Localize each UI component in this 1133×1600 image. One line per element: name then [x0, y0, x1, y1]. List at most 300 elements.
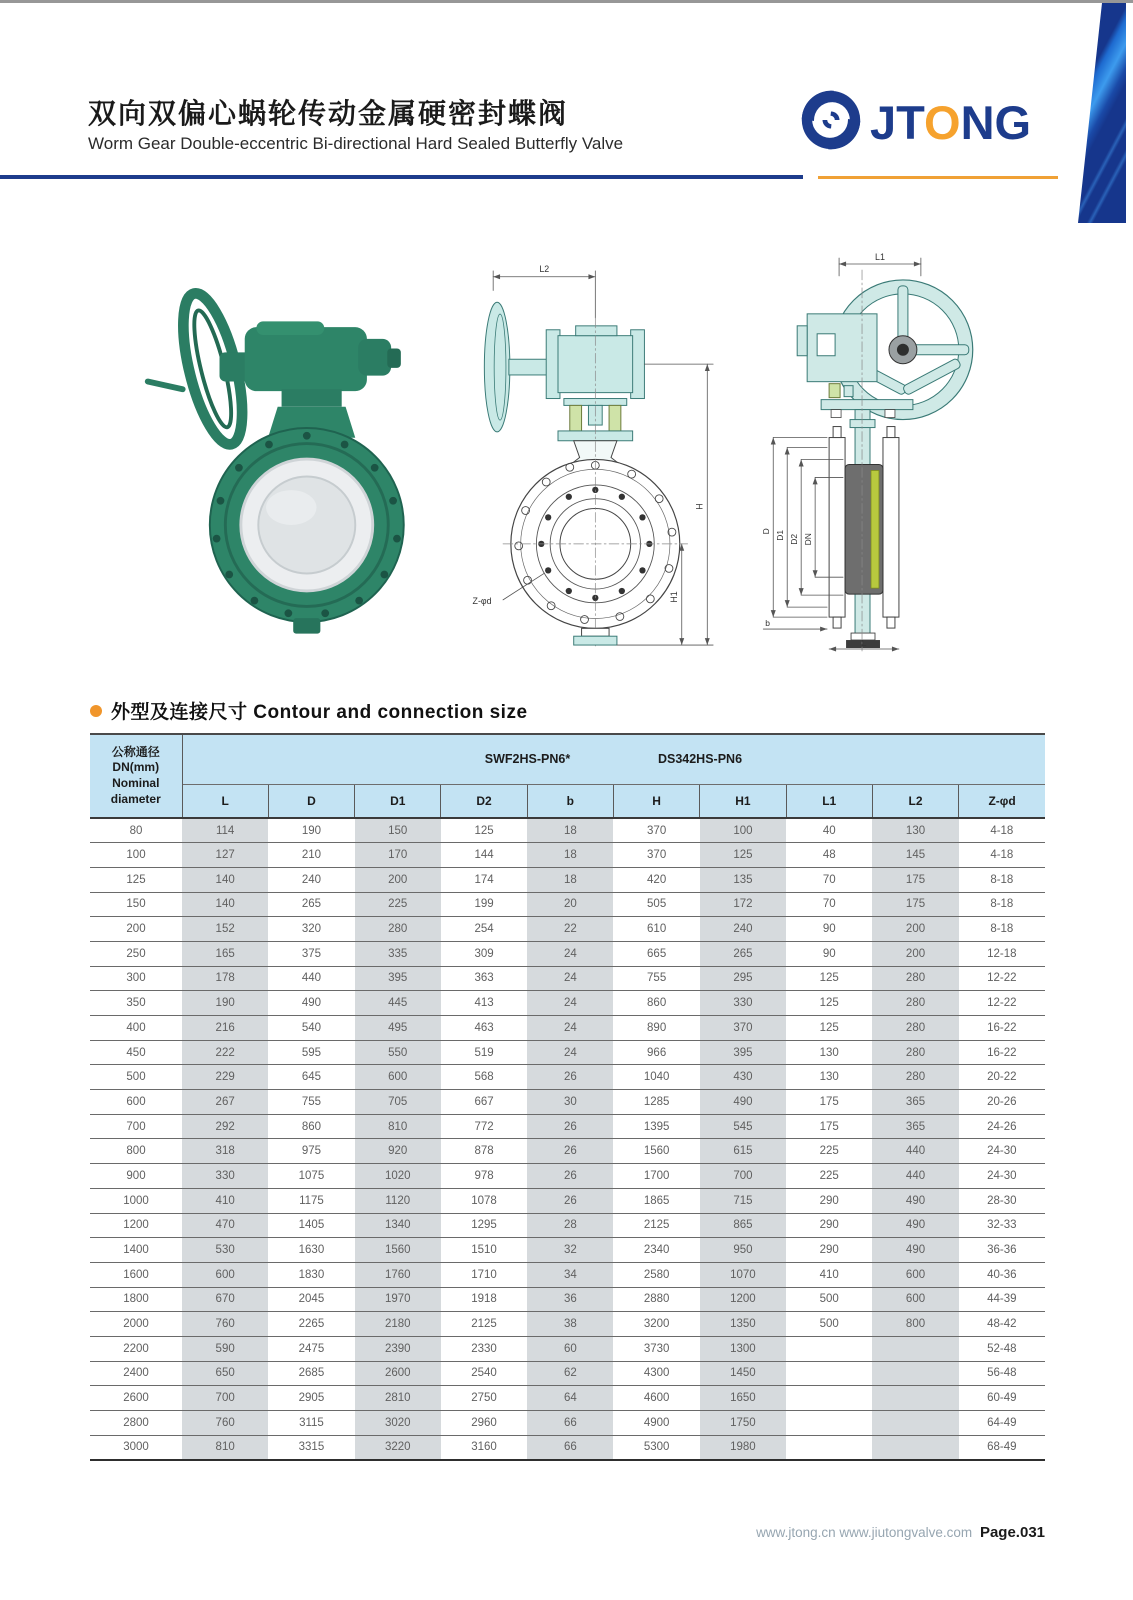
table-cell: 175	[872, 867, 958, 892]
table-cell: 490	[700, 1090, 786, 1115]
table-cell	[786, 1386, 872, 1411]
logo-letters-jt: JT	[870, 95, 924, 149]
table-cell: 114	[182, 818, 268, 843]
side-view-drawing	[742, 250, 1004, 659]
header-divider-orange	[818, 176, 1058, 179]
table-cell: 1560	[355, 1238, 441, 1263]
table-cell: 2580	[613, 1262, 699, 1287]
table-row	[90, 1262, 1045, 1287]
table-cell: 3115	[268, 1411, 354, 1436]
table-cell: 125	[786, 991, 872, 1016]
table-cell: 190	[182, 991, 268, 1016]
table-row	[90, 1386, 1045, 1411]
table-cell: 80	[90, 818, 182, 843]
table-cell: 810	[355, 1114, 441, 1139]
table-cell: 1078	[441, 1188, 527, 1213]
table-cell: 1400	[90, 1238, 182, 1263]
table-cell: 3000	[90, 1435, 182, 1460]
table-cell: 26	[527, 1065, 613, 1090]
table-cell: 145	[872, 843, 958, 868]
table-cell: 430	[700, 1065, 786, 1090]
table-cell: 610	[613, 917, 699, 942]
table-cell: 20	[527, 892, 613, 917]
table-cell: 363	[441, 966, 527, 991]
table-cell: 670	[182, 1287, 268, 1312]
table-cell: 890	[613, 1016, 699, 1041]
table-cell: 2475	[268, 1336, 354, 1361]
table-cell: 470	[182, 1213, 268, 1238]
table-cell: 966	[613, 1040, 699, 1065]
table-cell: 810	[182, 1435, 268, 1460]
table-cell: 130	[872, 818, 958, 843]
dim-label-l1: L1	[874, 251, 885, 262]
logo-letter-o: O	[924, 95, 961, 149]
table-cell: 3200	[613, 1312, 699, 1337]
table-cell: 24-26	[959, 1114, 1045, 1139]
table-cell: 519	[441, 1040, 527, 1065]
table-cell: 16-22	[959, 1016, 1045, 1041]
table-cell: 540	[268, 1016, 354, 1041]
table-cell: 265	[268, 892, 354, 917]
table-cell: 2960	[441, 1411, 527, 1436]
table-cell: 490	[872, 1188, 958, 1213]
table-cell: 8-18	[959, 892, 1045, 917]
table-cell: 40-36	[959, 1262, 1045, 1287]
brand-logo	[798, 82, 1068, 162]
table-cell: 18	[527, 818, 613, 843]
table-row	[90, 1287, 1045, 1312]
page-footer	[756, 1524, 1045, 1541]
table-cell: 330	[182, 1164, 268, 1189]
table-cell: 1120	[355, 1188, 441, 1213]
dim-label-d2: D2	[789, 533, 800, 545]
table-cell: 755	[268, 1090, 354, 1115]
table-cell: 48-42	[959, 1312, 1045, 1337]
table-cell: 290	[786, 1238, 872, 1263]
table-cell: 36-36	[959, 1238, 1045, 1263]
table-cell: 56-48	[959, 1361, 1045, 1386]
table-cell: 595	[268, 1040, 354, 1065]
table-cell: 130	[786, 1065, 872, 1090]
table-cell: 190	[268, 818, 354, 843]
section-heading	[90, 697, 528, 724]
table-cell: 2045	[268, 1287, 354, 1312]
table-cell: 772	[441, 1114, 527, 1139]
table-cell: 1000	[90, 1188, 182, 1213]
table-cell: 1700	[613, 1164, 699, 1189]
column-header-row	[90, 784, 1045, 818]
table-cell	[786, 1411, 872, 1436]
table-cell: 40	[786, 818, 872, 843]
table-cell: 175	[786, 1114, 872, 1139]
table-row	[90, 1435, 1045, 1460]
table-cell: 1175	[268, 1188, 354, 1213]
table-cell: 1630	[268, 1238, 354, 1263]
table-cell: 2600	[90, 1386, 182, 1411]
table-cell: 24	[527, 1016, 613, 1041]
table-cell: 125	[700, 843, 786, 868]
table-cell: 229	[182, 1065, 268, 1090]
table-cell: 2000	[90, 1312, 182, 1337]
section-title: 外型及连接尺寸 Contour and connection size	[111, 702, 528, 723]
table-cell: 12-18	[959, 941, 1045, 966]
table-cell: 760	[182, 1411, 268, 1436]
table-cell: 410	[786, 1262, 872, 1287]
bullet-icon	[90, 705, 102, 717]
table-row	[90, 1411, 1045, 1436]
table-cell: 66	[527, 1435, 613, 1460]
table-cell: 26	[527, 1139, 613, 1164]
table-cell: 370	[700, 1016, 786, 1041]
table-cell: 2400	[90, 1361, 182, 1386]
table-body	[90, 818, 1045, 1460]
table-row	[90, 1188, 1045, 1213]
table-cell: 463	[441, 1016, 527, 1041]
table-cell: 100	[90, 843, 182, 868]
table-cell: 2200	[90, 1336, 182, 1361]
table-cell: 978	[441, 1164, 527, 1189]
table-cell	[872, 1361, 958, 1386]
table-cell: 36	[527, 1287, 613, 1312]
table-cell: 130	[786, 1040, 872, 1065]
front-view-drawing	[448, 258, 723, 657]
table-cell: 4900	[613, 1411, 699, 1436]
table-cell: 1710	[441, 1262, 527, 1287]
table-cell: 878	[441, 1139, 527, 1164]
table-cell: 335	[355, 941, 441, 966]
table-cell: 172	[700, 892, 786, 917]
table-cell: 24	[527, 991, 613, 1016]
table-cell: 26	[527, 1188, 613, 1213]
table-row	[90, 941, 1045, 966]
table-cell	[872, 1435, 958, 1460]
table-cell: 1560	[613, 1139, 699, 1164]
table-cell: 64-49	[959, 1411, 1045, 1436]
corner-header-line: 公称通径	[111, 744, 160, 759]
page-number: Page.031	[979, 1524, 1045, 1541]
valve-photo	[140, 275, 460, 652]
dim-label-h: H	[694, 503, 705, 510]
table-cell: 125	[786, 1016, 872, 1041]
table-cell: 2800	[90, 1411, 182, 1436]
table-cell: 365	[872, 1114, 958, 1139]
table-cell: 490	[268, 991, 354, 1016]
table-cell: 125	[441, 818, 527, 843]
table-cell: 290	[786, 1188, 872, 1213]
table-cell: 800	[872, 1312, 958, 1337]
table-cell: 1350	[700, 1312, 786, 1337]
table-cell: 3730	[613, 1336, 699, 1361]
table-cell: 755	[613, 966, 699, 991]
table-cell: 3020	[355, 1411, 441, 1436]
table-cell: 700	[700, 1164, 786, 1189]
table-cell: 38	[527, 1312, 613, 1337]
table-cell: 413	[441, 991, 527, 1016]
table-cell: 375	[268, 941, 354, 966]
table-cell	[786, 1336, 872, 1361]
table-cell: 550	[355, 1040, 441, 1065]
table-cell: 1300	[700, 1336, 786, 1361]
table-cell: 24-30	[959, 1139, 1045, 1164]
table-cell: 32	[527, 1238, 613, 1263]
table-cell: 445	[355, 991, 441, 1016]
table-cell: 440	[268, 966, 354, 991]
table-cell: 350	[90, 991, 182, 1016]
table-cell: 12-22	[959, 991, 1045, 1016]
table-row	[90, 892, 1045, 917]
table-cell: 199	[441, 892, 527, 917]
table-cell: 280	[872, 991, 958, 1016]
table-cell: 30	[527, 1090, 613, 1115]
table-cell: 28	[527, 1213, 613, 1238]
table-cell: 4600	[613, 1386, 699, 1411]
table-cell: 175	[786, 1090, 872, 1115]
table-cell: 2600	[355, 1361, 441, 1386]
table-row	[90, 1312, 1045, 1337]
dim-label-l2: L2	[539, 263, 550, 274]
table-cell: 4-18	[959, 843, 1045, 868]
column-header: D	[268, 784, 354, 818]
table-cell: 500	[786, 1312, 872, 1337]
dim-label-d1: D1	[775, 529, 786, 541]
table-cell: 2340	[613, 1238, 699, 1263]
table-cell: 2540	[441, 1361, 527, 1386]
table-cell: 250	[90, 941, 182, 966]
table-cell: 505	[613, 892, 699, 917]
table-cell: 2750	[441, 1386, 527, 1411]
table-cell	[786, 1361, 872, 1386]
table-row	[90, 1213, 1045, 1238]
table-cell: 330	[700, 991, 786, 1016]
table-cell: 900	[90, 1164, 182, 1189]
table-cell: 410	[182, 1188, 268, 1213]
table-cell: 2265	[268, 1312, 354, 1337]
table-cell: 1040	[613, 1065, 699, 1090]
table-cell: 600	[872, 1262, 958, 1287]
table-cell: 1075	[268, 1164, 354, 1189]
table-cell: 20-22	[959, 1065, 1045, 1090]
table-cell: 48	[786, 843, 872, 868]
table-cell: 1020	[355, 1164, 441, 1189]
table-cell: 4300	[613, 1361, 699, 1386]
table-cell: 865	[700, 1213, 786, 1238]
table-cell: 800	[90, 1139, 182, 1164]
logo-wordmark	[870, 95, 1032, 149]
table-cell: 715	[700, 1188, 786, 1213]
table-cell: 1070	[700, 1262, 786, 1287]
table-cell: 545	[700, 1114, 786, 1139]
footer-url-jtong: www.jtong.cn	[756, 1525, 836, 1540]
table-row	[90, 1114, 1045, 1139]
table-cell: 1970	[355, 1287, 441, 1312]
table-row	[90, 917, 1045, 942]
table-cell: 1980	[700, 1435, 786, 1460]
table-cell: 200	[355, 867, 441, 892]
table-cell: 225	[786, 1164, 872, 1189]
table-cell: 240	[700, 917, 786, 942]
table-row	[90, 1065, 1045, 1090]
table-cell: 1340	[355, 1213, 441, 1238]
table-cell: 365	[872, 1090, 958, 1115]
table-cell: 1760	[355, 1262, 441, 1287]
table-row	[90, 991, 1045, 1016]
table-cell: 1830	[268, 1262, 354, 1287]
dim-label-b: b	[765, 618, 770, 629]
table-cell: 600	[355, 1065, 441, 1090]
table-cell: 3160	[441, 1435, 527, 1460]
table-cell: 395	[355, 966, 441, 991]
table-cell: 495	[355, 1016, 441, 1041]
dim-label-h1: H1	[668, 591, 679, 603]
table-cell: 216	[182, 1016, 268, 1041]
table-cell: 450	[90, 1040, 182, 1065]
table-cell: 125	[90, 867, 182, 892]
table-cell: 178	[182, 966, 268, 991]
table-cell: 240	[268, 867, 354, 892]
table-cell: 280	[872, 966, 958, 991]
table-cell: 26	[527, 1164, 613, 1189]
table-cell: 52-48	[959, 1336, 1045, 1361]
table-cell: 62	[527, 1361, 613, 1386]
table-cell: 2125	[441, 1312, 527, 1337]
table-cell: 24	[527, 1040, 613, 1065]
table-cell: 700	[90, 1114, 182, 1139]
table-cell: 420	[613, 867, 699, 892]
table-cell: 320	[268, 917, 354, 942]
table-cell: 200	[872, 917, 958, 942]
model-name-ds342hs: DS342HS-PN6	[657, 752, 743, 767]
table-cell: 1295	[441, 1213, 527, 1238]
table-cell: 24-30	[959, 1164, 1045, 1189]
table-cell: 16-22	[959, 1040, 1045, 1065]
table-cell: 2330	[441, 1336, 527, 1361]
table-cell: 2905	[268, 1386, 354, 1411]
table-cell: 225	[786, 1139, 872, 1164]
table-cell: 1800	[90, 1287, 182, 1312]
table-cell: 2685	[268, 1361, 354, 1386]
table-cell: 290	[786, 1213, 872, 1238]
table-cell: 100	[700, 818, 786, 843]
table-cell: 135	[700, 867, 786, 892]
table-cell: 950	[700, 1238, 786, 1263]
table-row	[90, 1336, 1045, 1361]
table-cell: 150	[355, 818, 441, 843]
table-cell: 1200	[700, 1287, 786, 1312]
table-cell: 144	[441, 843, 527, 868]
corner-header	[90, 734, 182, 818]
table-cell: 60	[527, 1336, 613, 1361]
table-cell: 265	[700, 941, 786, 966]
table-row	[90, 1040, 1045, 1065]
page-top-rule	[0, 0, 1133, 3]
table-row	[90, 818, 1045, 843]
table-cell: 600	[872, 1287, 958, 1312]
table-cell: 2180	[355, 1312, 441, 1337]
table-cell: 568	[441, 1065, 527, 1090]
header-divider-navy	[0, 175, 803, 179]
table-cell: 175	[872, 892, 958, 917]
table-cell: 222	[182, 1040, 268, 1065]
table-cell: 490	[872, 1238, 958, 1263]
table-cell: 32-33	[959, 1213, 1045, 1238]
table-cell: 318	[182, 1139, 268, 1164]
table-cell: 490	[872, 1213, 958, 1238]
dim-label-d: D	[761, 528, 772, 535]
table-cell: 370	[613, 818, 699, 843]
table-cell	[872, 1386, 958, 1411]
table-cell: 2810	[355, 1386, 441, 1411]
table-row	[90, 966, 1045, 991]
table-cell: 667	[441, 1090, 527, 1115]
table-cell: 920	[355, 1139, 441, 1164]
table-cell: 68-49	[959, 1435, 1045, 1460]
table-cell: 615	[700, 1139, 786, 1164]
corner-band-graphic	[1078, 3, 1126, 223]
table-cell: 90	[786, 941, 872, 966]
table-cell: 700	[182, 1386, 268, 1411]
table-cell	[872, 1336, 958, 1361]
column-header: D1	[355, 784, 441, 818]
table-cell: 440	[872, 1164, 958, 1189]
table-cell: 1600	[90, 1262, 182, 1287]
column-header: L2	[872, 784, 958, 818]
table-cell: 600	[90, 1090, 182, 1115]
table-cell: 760	[182, 1312, 268, 1337]
table-cell: 1450	[700, 1361, 786, 1386]
table-cell: 1865	[613, 1188, 699, 1213]
dim-label-dn: DN	[803, 533, 814, 546]
table-cell: 127	[182, 843, 268, 868]
table-cell: 66	[527, 1411, 613, 1436]
table-cell: 150	[90, 892, 182, 917]
table-cell: 125	[786, 966, 872, 991]
table-cell: 1395	[613, 1114, 699, 1139]
table-cell: 1918	[441, 1287, 527, 1312]
table-cell	[872, 1411, 958, 1436]
table-cell: 44-39	[959, 1287, 1045, 1312]
column-header: D2	[441, 784, 527, 818]
table-cell: 170	[355, 843, 441, 868]
table-row	[90, 1139, 1045, 1164]
table-cell: 200	[90, 917, 182, 942]
table-cell: 70	[786, 892, 872, 917]
table-cell: 500	[90, 1065, 182, 1090]
column-header: H	[613, 784, 699, 818]
table-cell: 650	[182, 1361, 268, 1386]
table-cell: 28-30	[959, 1188, 1045, 1213]
corner-header-line: Nominal	[112, 776, 160, 790]
column-header: H1	[700, 784, 786, 818]
footer-url-jiutongvalve: www.jiutongvalve.com	[839, 1525, 973, 1540]
table-cell: 309	[441, 941, 527, 966]
table-cell: 64	[527, 1386, 613, 1411]
column-header: L	[182, 784, 268, 818]
table-row	[90, 1090, 1045, 1115]
column-header: Z-φd	[959, 784, 1045, 818]
table-cell: 705	[355, 1090, 441, 1115]
table-cell: 70	[786, 867, 872, 892]
table-cell: 440	[872, 1139, 958, 1164]
table-cell: 295	[700, 966, 786, 991]
table-row	[90, 867, 1045, 892]
table-cell: 152	[182, 917, 268, 942]
table-cell: 370	[613, 843, 699, 868]
table-cell: 3315	[268, 1435, 354, 1460]
table-cell: 2390	[355, 1336, 441, 1361]
table-cell: 1750	[700, 1411, 786, 1436]
table-cell: 860	[613, 991, 699, 1016]
table-cell: 8-18	[959, 917, 1045, 942]
